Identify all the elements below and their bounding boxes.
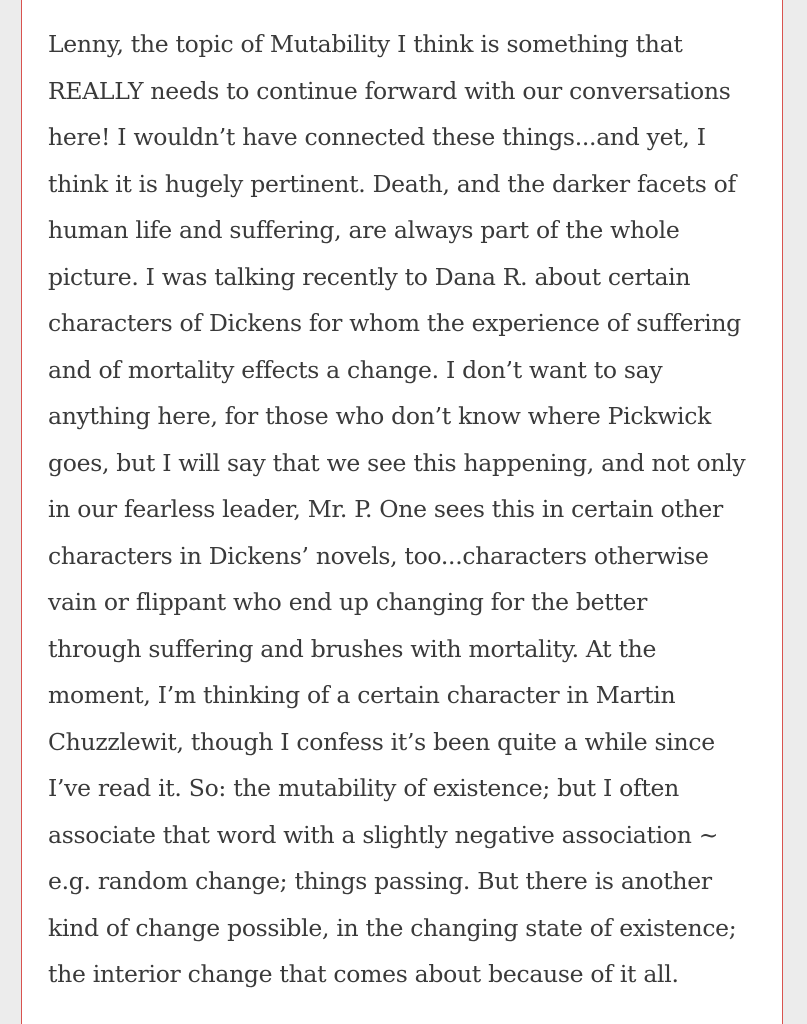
comment-line: here! I wouldn’t have connected these things...and yet, I bbox=[48, 123, 706, 151]
comment-line: Lenny, the topic of Mutability I think is something that bbox=[48, 30, 683, 58]
comment-line: Chuzzlewit, though I confess it’s been quite a while since bbox=[48, 727, 715, 756]
comment-line: I’ve read it. So: the mutability of existence; but I often bbox=[48, 774, 679, 802]
comment-line: in our fearless leader, Mr. P. One sees this in certain other bbox=[48, 495, 723, 523]
comment-line: and of mortality effects a change. I don’t want to say bbox=[48, 355, 663, 384]
comment-line: picture. I was talking recently to Dana R. about certain bbox=[48, 262, 691, 291]
comment-line: characters of Dickens for whom the experience of suffering bbox=[48, 309, 741, 337]
comment-line: moment, I’m thinking of a certain character in Martin bbox=[48, 681, 676, 709]
comment-line: think it is hugely pertinent. Death, and the darker facets of bbox=[48, 169, 736, 198]
comment-line: anything here, for those who don’t know where Pickwick bbox=[48, 402, 712, 430]
comment-line: characters in Dickens’ novels, too...characters otherwise bbox=[48, 541, 709, 570]
comment-line: through suffering and brushes with mortality. At the bbox=[48, 634, 657, 663]
comment-line: e.g. random change; things passing. But there is another bbox=[48, 867, 712, 895]
comment-line: the interior change that comes about because of it all. bbox=[48, 960, 679, 988]
comment-line: REALLY needs to continue forward with our conversations bbox=[48, 76, 731, 105]
comment-line: kind of change possible, in the changing state of existence; bbox=[48, 913, 737, 942]
comment-body bbox=[48, 21, 768, 998]
comment-panel bbox=[21, 0, 783, 1024]
comment-line: vain or flippant who end up changing for the better bbox=[48, 588, 648, 616]
comment-line: goes, but I will say that we see this happening, and not only bbox=[48, 448, 746, 477]
comment-line: human life and suffering, are always part of the whole bbox=[48, 216, 680, 244]
comment-line: associate that word with a slightly negative association ~ bbox=[48, 820, 719, 849]
